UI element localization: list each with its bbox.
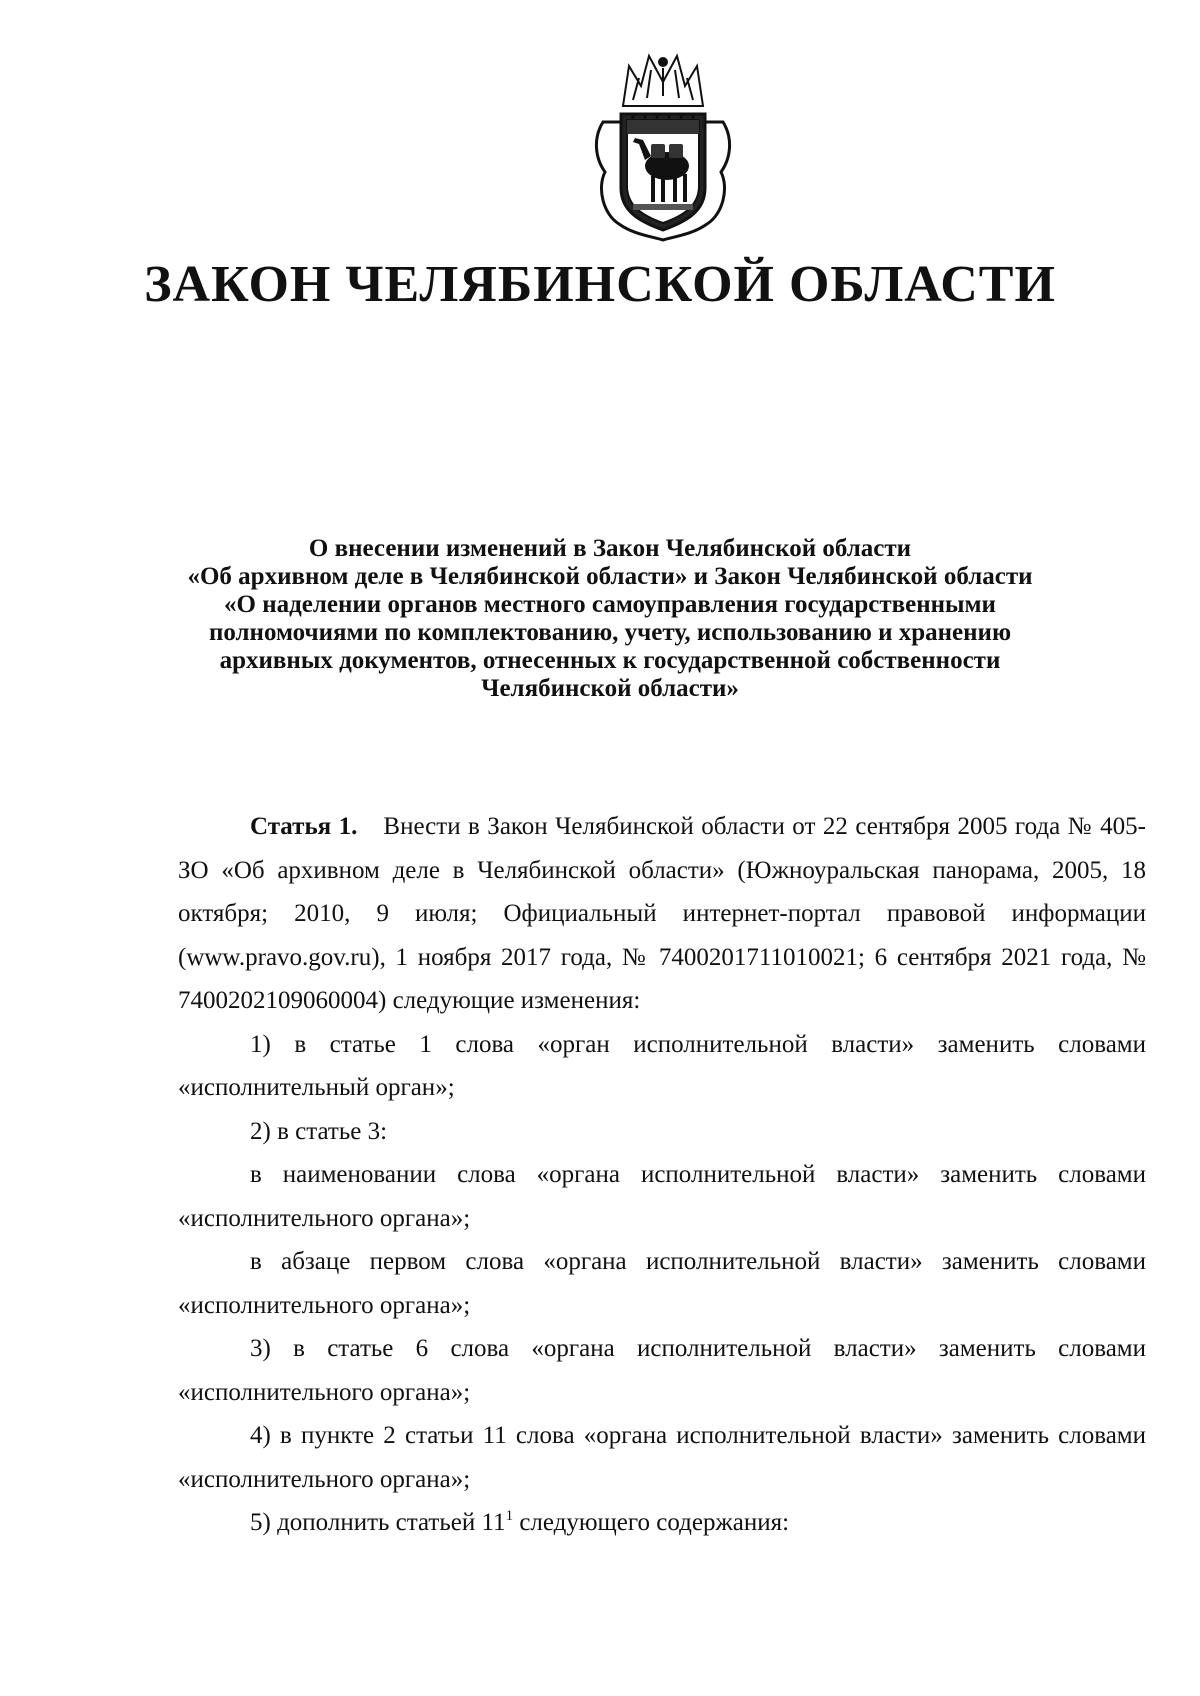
item-superscript: 1: [505, 1508, 514, 1524]
article-item: 3) в статье 6 слова «органа исполнительной власти» заменить словами «исполнительного органа»;: [178, 1335, 1146, 1406]
article-item: 1) в статье 1 слова «орган исполнительной власти» заменить словами «исполнительный орган»;: [178, 1030, 1146, 1101]
subject-line: О внесении изменений в Закон Челябинской области: [308, 535, 912, 562]
article-item: 2) в статье 3:: [250, 1117, 388, 1145]
chelyabinsk-coat-of-arms-icon: [589, 48, 737, 244]
article-intro-paragraph: [178, 805, 1146, 1023]
item-text-after: следующего содержания:: [513, 1509, 790, 1536]
subject-line: полномочиями по комплектованию, учету, использованию и хранению: [208, 619, 1012, 646]
article-item-last: [178, 1501, 1146, 1545]
article-intro-text: Внести в Закон Челябинской области от 22 сентября 2005 года № 405-ЗО «Об архивном деле в Челябинской области» (Южноуральская панорама, 2005, 18 октября; 2010, 9 июля; Официальный интернет-портал правовой информации (www.pravo.gov.ru), 1 ноября 2017 года, № 7400201711010021; 6 сентября 2021 года, № 7400202109060004) следующие изменения:: [178, 813, 1146, 1014]
article-item: в абзаце первом слова «органа исполнительной власти» заменить словами «исполнительного органа»;: [178, 1248, 1146, 1319]
article-label: Статья 1.: [250, 813, 358, 840]
subject-line: «О наделении органов местного самоуправления государственными: [224, 591, 996, 618]
law-subject-heading: [150, 535, 1070, 703]
article-item: в наименовании слова «органа исполнительной власти» заменить словами «исполнительного органа»;: [178, 1161, 1146, 1232]
article-item: 4) в пункте 2 статьи 11 слова «органа исполнительной власти» заменить словами «исполнительного органа»;: [178, 1422, 1146, 1493]
document-title: ЗАКОН ЧЕЛЯБИНСКОЙ ОБЛАСТИ: [144, 256, 1056, 313]
article-body: [178, 805, 1146, 1545]
subject-line: архивных документов, отнесенных к государственной собственности: [219, 647, 1001, 674]
item-text-before: 5) дополнить статьей 11: [250, 1509, 506, 1536]
subject-line: Челябинской области»: [481, 675, 739, 702]
subject-line: «Об архивном деле в Челябинской области» и Закон Челябинской области: [187, 563, 1033, 590]
